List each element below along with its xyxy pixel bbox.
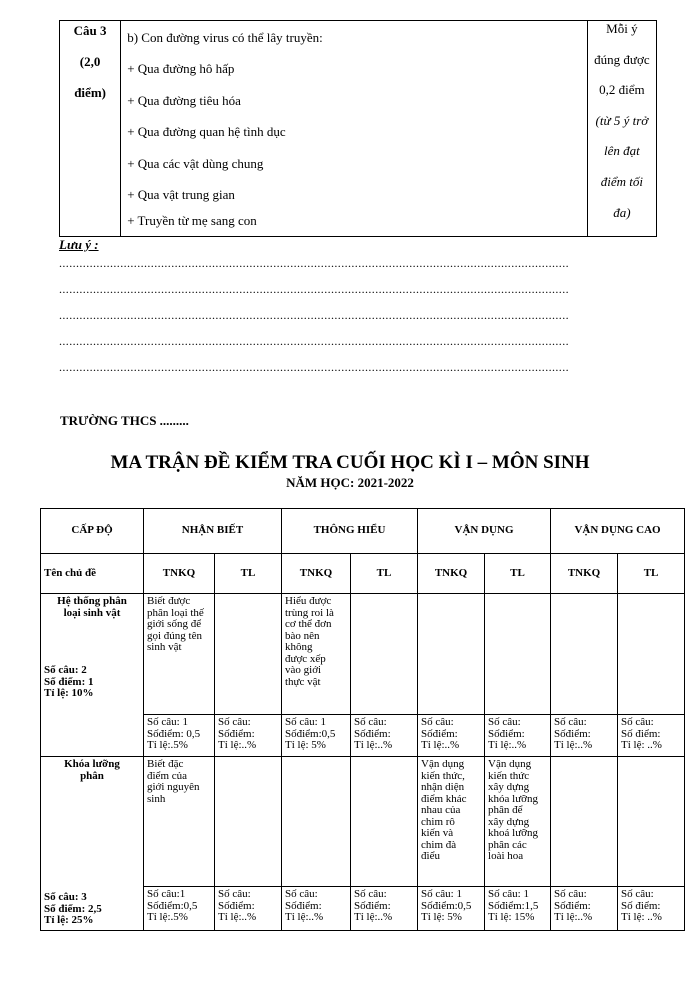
topic-name: Khóa lưỡng phân [64,758,120,782]
description-cell: Vận dụng kiến thức, nhận diện điểm khác nhau của chim rô kiến và chim đà điểu [418,757,485,887]
topic-cell [41,757,144,931]
dotted-line: ...................................................................................................................................................... [59,256,569,270]
topic-row [41,594,685,715]
topic-stats: Số câu: 2 Số điểm: 1 Tỉ lệ: 10% [44,664,94,699]
answer-content-cell [121,21,588,237]
stats-cell: Số câu: Sốđiểm: Tỉ lệ:..% [418,715,485,757]
description-cell [215,594,282,715]
description-cell [282,757,351,887]
stats-cell: Số câu: 1 Sốđiểm: 0,5 Tỉ lệ:.5% [144,715,215,757]
stats-cell: Số câu: Sốđiểm: Tỉ lệ:..% [351,887,418,931]
sub-header: TL [351,554,418,594]
dotted-line: ...................................................................................................................................................... [59,360,569,374]
stats-cell: Số câu: Sốđiểm: Tỉ lệ:..% [551,715,618,757]
dotted-line: ...................................................................................................................................................... [59,334,569,348]
answer-item: + Qua đường quan hệ tình dục [127,124,286,140]
level-header: VẬN DỤNG CAO [551,509,685,554]
stats-cell: Số câu: Sốđiểm: Tỉ lệ:..% [485,715,551,757]
description-cell: Biết được phân loại thế giới sống để gọi đúng tên sinh vật [144,594,215,715]
topic-row [41,757,685,887]
dotted-line: ...................................................................................................................................................... [59,282,569,296]
page-title: MA TRẬN ĐỀ KIỂM TRA CUỐI HỌC KÌ I – MÔN SINH [110,452,590,473]
topic-stats: Số câu: 3 Số điểm: 2,5 Tỉ lệ: 25% [44,891,102,926]
stats-cell: Số câu: Sốđiểm: Tỉ lệ:..% [282,887,351,931]
stats-cell: Số câu: Sốđiểm: Tỉ lệ:..% [351,715,418,757]
stats-cell: Số câu: Sốđiểm: Tỉ lệ:..% [551,887,618,931]
stats-cell: Số câu: Số điểm: Tỉ lệ: ..% [618,887,685,931]
level-header: VẬN DỤNG [418,509,551,554]
sub-header: TL [485,554,551,594]
sub-header: TNKQ [418,554,485,594]
stats-cell: Số câu: Số điểm: Tỉ lệ: ..% [618,715,685,757]
stats-cell: Số câu: Sốđiểm: Tỉ lệ:..% [215,887,282,931]
topic-name: Hệ thống phân loại sinh vật [57,595,127,619]
stats-cell: Số câu: 1 Sốđiểm:1,5 Tỉ lệ: 15% [485,887,551,931]
description-cell [618,757,685,887]
answer-item: + Truyền từ mẹ sang con [127,213,257,229]
description-cell [551,757,618,887]
answer-intro: b) Con đường virus có thể lây truyền: [127,30,323,45]
score-cell: Mỗi ý đúng được 0,2 điểm (từ 5 ý trở lên đạt điểm tối đa) [587,21,656,237]
description-cell: Vận dụng kiến thức xây dựng khóa lưỡng phân để xây dựng khoá lưỡng phân các loài hoa [485,757,551,887]
stats-cell: Số câu: 1 Sốđiểm:0,5 Tỉ lệ: 5% [418,887,485,931]
answer-item: + Qua vật trung gian [127,186,235,202]
description-cell: Biết đặc điểm của giới nguyên sinh [144,757,215,887]
page-subtitle: NĂM HỌC: 2021-2022 [286,475,414,490]
sub-header: TL [618,554,685,594]
stats-cell: Số câu: 1 Sốđiểm:0,5 Tỉ lệ: 5% [282,715,351,757]
dotted-line: ...................................................................................................................................................... [59,308,569,322]
description-cell [618,594,685,715]
description-cell [351,757,418,887]
description-cell [215,757,282,887]
level-corner: CẤP ĐỘ [41,509,144,554]
answer-item: + Qua đường hô hấp [127,61,235,77]
answer-table [59,20,657,237]
sub-header: TNKQ [144,554,215,594]
stats-cell: Số câu: Sốđiểm: Tỉ lệ:..% [215,715,282,757]
topic-header: Tên chủ đề [41,554,144,594]
school-name: TRƯỜNG THCS ......... [60,413,189,428]
description-cell [551,594,618,715]
matrix-table [40,508,685,931]
description-cell: Hiểu được trùng roi là cơ thể đơn bào nên không được xếp vào giới thực vật [282,594,351,715]
sub-header: TNKQ [282,554,351,594]
description-cell [485,594,551,715]
question-cell: Câu 3 (2,0 điểm) [60,21,121,237]
sub-header: TNKQ [551,554,618,594]
level-header: THÔNG HIỂU [282,509,418,554]
sub-header: TL [215,554,282,594]
description-cell [351,594,418,715]
note-label: Lưu ý : [59,237,99,252]
stats-cell: Số câu:1 Sốđiểm:0,5 Tỉ lệ:.5% [144,887,215,931]
topic-cell [41,594,144,757]
description-cell [418,594,485,715]
answer-item: + Qua các vật dùng chung [127,155,264,171]
level-header: NHẬN BIẾT [144,509,282,554]
answer-item: + Qua đường tiêu hóa [127,92,241,108]
